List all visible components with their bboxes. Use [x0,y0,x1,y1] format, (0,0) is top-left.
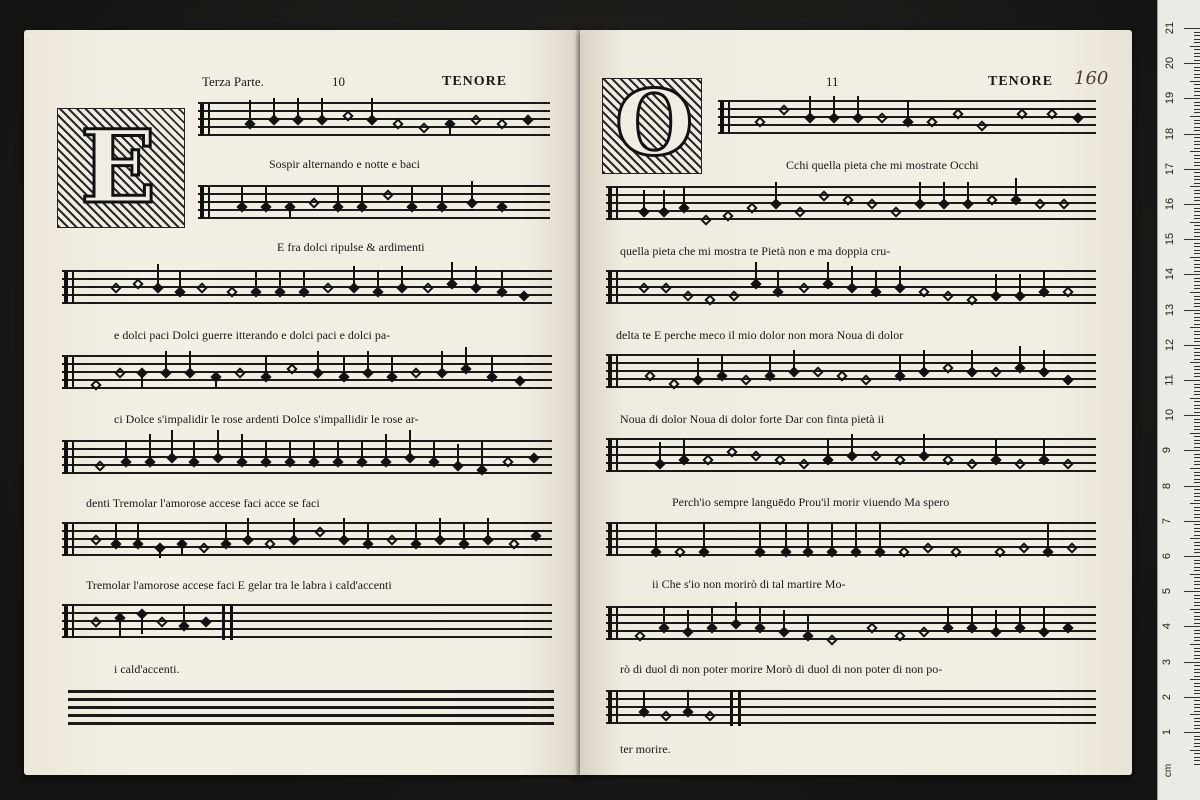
ruler-tick [1194,475,1200,476]
ruler-tick [1190,538,1200,539]
ruler-tick [1184,486,1200,487]
music-staff [606,186,1096,222]
music-staff [606,606,1096,642]
ruler-tick [1184,239,1200,240]
lyric-line: ci Dolce s'impalidir le rose ardenti Dolce s'impallidir le rose ar- [114,412,419,426]
left-page-header [24,74,580,96]
ruler-tick [1190,222,1200,223]
ruler-tick [1194,686,1200,687]
ruler-tick [1194,120,1200,121]
clef-icon [64,357,74,389]
music-staff [198,102,550,138]
ruler-tick [1194,500,1200,501]
ruler-tick [1194,208,1200,209]
ruler-label: 2 [1161,693,1174,700]
ruler-tick [1184,591,1200,592]
ruler-label: 21 [1164,21,1177,35]
music-staff [606,522,1096,558]
ruler-tick [1194,88,1200,89]
ruler-tick [1194,236,1200,237]
ruler-tick [1194,109,1200,110]
ruler-tick [1190,81,1200,82]
music-staff [62,522,552,558]
ruler-tick [1194,60,1200,61]
ruler-tick [1184,134,1200,135]
ruler-tick [1194,419,1200,420]
ruler-tick [1194,514,1200,515]
music-staff [62,440,552,476]
ruler-tick [1194,577,1200,578]
lyric-line: quella pieta che mi mostra te Pietà non e ma doppia cru- [620,244,891,258]
ruler-tick [1184,310,1200,311]
ruler-tick [1194,584,1200,585]
ruler-tick [1194,683,1200,684]
lyric-line: rò di duol di non poter morire Morò di duol di non poter di non po- [620,662,943,676]
measurement-ruler [1157,0,1200,800]
music-staff [62,355,552,391]
ruler-tick [1190,46,1200,47]
ruler-tick [1194,183,1200,184]
music-staff [606,438,1096,474]
ruler-tick [1194,123,1200,124]
ruler-tick [1194,493,1200,494]
ruler-tick [1194,570,1200,571]
ruler-tick [1194,482,1200,483]
ruler-tick [1194,447,1200,448]
ruler-label: 19 [1164,92,1177,105]
ruler-tick [1184,662,1200,663]
ruler-tick [1194,637,1200,638]
ruler-tick [1194,707,1200,708]
ruler-tick [1194,352,1200,353]
ruler-tick [1184,63,1200,64]
ruler-tick [1194,630,1200,631]
ruler-tick [1194,549,1200,550]
ruler-tick [1194,260,1200,261]
ruler-tick [1194,633,1200,634]
ruler-tick [1194,165,1200,166]
ruler-tick [1194,158,1200,159]
music-staff [198,185,550,221]
ruler-tick [1194,172,1200,173]
ruler-tick [1194,95,1200,96]
lyric-line: e dolci paci Dolci guerre itterando e dolci paci e dolci pa- [114,328,391,342]
lyric-line: Cchi quella pieta che mi mostrate Occhi [786,158,979,172]
ruler-tick [1190,468,1200,469]
ruler-tick [1190,574,1200,575]
ruler-label: 11 [1163,374,1176,386]
ruler-tick [1194,278,1200,279]
ruler-tick [1194,197,1200,198]
ruler-tick [1194,718,1200,719]
lyric-line: Tremolar l'amorose accese faci E gelar tra le labra i cald'accenti [86,578,392,592]
ruler-tick [1194,264,1200,265]
ruler-tick [1194,595,1200,596]
ruler-tick [1194,457,1200,458]
decorated-initial [57,108,185,228]
clef-icon [200,104,210,136]
ruler-tick [1194,338,1200,339]
lyric-line: Sospir alternando e notte e baci [269,157,420,171]
ruler-tick [1194,676,1200,677]
ruler-tick [1190,186,1200,187]
ruler-tick [1194,91,1200,92]
ruler-tick [1194,303,1200,304]
ruler-tick [1184,556,1200,557]
ruler-tick [1194,70,1200,71]
ruler-tick [1194,563,1200,564]
ruler-tick [1194,141,1200,142]
ruler-tick [1184,450,1200,451]
ruler-tick [1194,148,1200,149]
ruler-tick [1194,528,1200,529]
ruler-tick [1194,454,1200,455]
ruler-tick [1194,324,1200,325]
clef-icon [200,187,210,219]
ruler-tick [1194,408,1200,409]
initial-letter: E [80,108,157,226]
initial-letter: O [615,70,694,176]
ruler-tick [1184,28,1200,29]
ruler-label: 15 [1164,233,1177,246]
ruler-tick [1190,609,1200,610]
ruler-tick [1194,162,1200,163]
ruler-tick [1194,665,1200,666]
ruler-tick [1184,204,1200,205]
ruler-tick [1194,218,1200,219]
ruler-tick [1194,250,1200,251]
ruler-label: 3 [1161,658,1174,665]
left-page [24,30,580,775]
ruler-tick [1194,728,1200,729]
ruler-tick [1194,56,1200,57]
ruler-tick [1190,398,1200,399]
ruler-tick [1194,32,1200,33]
clef-icon [608,272,618,304]
ruler-tick [1194,725,1200,726]
ruler-tick [1194,225,1200,226]
ruler-tick [1194,711,1200,712]
ruler-tick [1194,320,1200,321]
ruler-tick [1194,246,1200,247]
ruler-tick [1194,690,1200,691]
ruler-label: 7 [1161,517,1174,524]
part-label: Terza Parte. [202,74,264,89]
ruler-tick [1194,306,1200,307]
ruler-tick [1194,760,1200,761]
ruler-tick [1194,299,1200,300]
ruler-tick [1194,200,1200,201]
ruler-tick [1194,405,1200,406]
lyric-line: ter morire. [620,742,671,756]
ruler-tick [1194,648,1200,649]
ruler-tick [1194,401,1200,402]
ruler-tick [1184,626,1200,627]
ruler-tick [1194,479,1200,480]
ruler-tick [1184,521,1200,522]
ruler-tick [1194,232,1200,233]
ruler-tick [1190,362,1200,363]
ruler-tick [1194,721,1200,722]
ruler-tick [1194,746,1200,747]
ruler-tick [1194,739,1200,740]
clef-icon [64,442,74,474]
ruler-tick [1194,426,1200,427]
ruler-tick [1194,693,1200,694]
ruler-tick [1194,394,1200,395]
ruler-tick [1194,144,1200,145]
ruler-tick [1194,137,1200,138]
ruler-tick [1194,535,1200,536]
ruler-tick [1194,243,1200,244]
ruler-tick [1194,53,1200,54]
ruler-tick [1194,288,1200,289]
ruler-tick [1194,560,1200,561]
ruler-tick [1194,616,1200,617]
ruler-tick [1194,271,1200,272]
ruler-tick [1194,391,1200,392]
clef-icon [608,188,618,220]
ruler-tick [1194,542,1200,543]
ruler-tick [1184,98,1200,99]
music-staff [62,604,552,640]
ruler-tick [1194,510,1200,511]
ruler-tick [1194,331,1200,332]
ruler-tick [1194,602,1200,603]
ruler-tick [1194,179,1200,180]
ruler-tick [1194,623,1200,624]
ruler-tick [1194,317,1200,318]
ruler-tick [1194,489,1200,490]
clef-icon [64,272,74,304]
ruler-label: 8 [1161,482,1174,489]
ruler-tick [1190,679,1200,680]
ruler-unit-label: cm [1163,763,1175,778]
ruler-tick [1194,764,1200,765]
ruler-tick [1194,545,1200,546]
ruler-tick [1194,552,1200,553]
ruler-tick [1194,384,1200,385]
ruler-tick [1194,373,1200,374]
music-staff [606,354,1096,390]
clef-icon [608,356,618,388]
ruler-tick [1194,619,1200,620]
ruler-tick [1190,257,1200,258]
clef-icon [608,440,618,472]
lyric-line: Noua di dolor Noua di dolor forte Dar con finta pietà ii [620,412,885,426]
ruler-tick [1190,327,1200,328]
ruler-tick [1194,461,1200,462]
ruler-tick [1184,274,1200,275]
lyric-line: i cald'accenti. [114,662,180,676]
ruler-tick [1194,215,1200,216]
ruler-tick [1190,151,1200,152]
clef-icon [608,608,618,640]
ruler-tick [1194,105,1200,106]
ruler-tick [1194,440,1200,441]
ruler-label: 5 [1161,588,1174,595]
page-number: 11 [826,74,839,89]
ruler-tick [1194,341,1200,342]
ruler-label: 1 [1161,728,1174,736]
ruler-tick [1190,750,1200,751]
ruler-tick [1194,127,1200,128]
ruler-tick [1194,211,1200,212]
ruler-tick [1194,412,1200,413]
ruler-tick [1194,281,1200,282]
lyric-line: denti Tremolar l'amorose accese faci acce se faci [86,496,320,510]
lyric-line: E fra dolci ripulse & ardimenti [277,240,425,254]
ruler-tick [1184,415,1200,416]
ruler-tick [1194,296,1200,297]
ruler-tick [1194,496,1200,497]
ruler-tick [1194,605,1200,606]
ruler-tick [1194,422,1200,423]
empty-staff [68,690,554,726]
ruler-label: 13 [1164,303,1177,316]
ruler-tick [1194,267,1200,268]
ruler-tick [1194,588,1200,589]
handwritten-folio: 160 [1074,68,1109,89]
ruler-tick [1194,229,1200,230]
voice-title: TENORE [988,74,1054,89]
lyric-line: ii Che s'io non morirò di tal martire Mo- [652,577,846,591]
ruler-tick [1194,736,1200,737]
ruler-tick [1194,359,1200,360]
ruler-tick [1194,376,1200,377]
ruler-tick [1194,49,1200,50]
music-staff [606,690,1096,726]
ruler-tick [1194,507,1200,508]
ruler-tick [1194,567,1200,568]
ruler-tick [1194,130,1200,131]
music-staff [718,100,1096,136]
ruler-label: 9 [1161,447,1174,454]
ruler-label: 14 [1164,268,1177,281]
ruler-tick [1194,700,1200,701]
ruler-tick [1194,67,1200,68]
ruler-tick [1184,732,1200,733]
ruler-label: 4 [1161,623,1174,630]
ruler-tick [1194,112,1200,113]
ruler-tick [1194,651,1200,652]
ruler-tick [1184,697,1200,698]
ruler-tick [1194,429,1200,430]
ruler-tick [1194,74,1200,75]
ruler-tick [1194,672,1200,673]
ruler-tick [1194,102,1200,103]
clef-icon [608,692,618,724]
ruler-tick [1194,524,1200,525]
ruler-tick [1194,334,1200,335]
ruler-tick [1184,380,1200,381]
ruler-tick [1194,387,1200,388]
ruler-tick [1194,669,1200,670]
lyric-line: delta te E perche meco il mio dolor non mora Noua di dolor [616,328,904,342]
ruler-label: 17 [1164,162,1177,175]
ruler-tick [1194,704,1200,705]
clef-icon [720,102,730,134]
ruler-tick [1194,655,1200,656]
ruler-tick [1194,598,1200,599]
ruler-tick [1184,169,1200,170]
voice-title: TENORE [442,74,508,89]
ruler-tick [1194,366,1200,367]
ruler-tick [1190,644,1200,645]
right-page [580,30,1132,775]
ruler-tick [1190,433,1200,434]
ruler-tick [1194,77,1200,78]
decorated-initial [602,70,702,176]
ruler-tick [1194,176,1200,177]
ruler-tick [1194,640,1200,641]
music-staff [606,270,1096,306]
clef-icon [64,606,74,638]
ruler-tick [1194,581,1200,582]
ruler-tick [1184,345,1200,346]
ruler-tick [1194,190,1200,191]
ruler-tick [1194,42,1200,43]
ruler-tick [1194,531,1200,532]
ruler-label: 18 [1164,127,1177,140]
ruler-tick [1194,35,1200,36]
ruler-tick [1194,193,1200,194]
ruler-tick [1194,517,1200,518]
music-staff [62,270,552,306]
ruler-label: 20 [1164,57,1177,70]
ruler-tick [1194,155,1200,156]
ruler-tick [1194,369,1200,370]
ruler-tick [1194,472,1200,473]
ruler-tick [1194,313,1200,314]
ruler-tick [1194,757,1200,758]
ruler-tick [1190,292,1200,293]
ruler-tick [1194,39,1200,40]
ruler-tick [1194,443,1200,444]
ruler-label: 10 [1164,409,1177,422]
ruler-tick [1194,285,1200,286]
ruler-label: 12 [1164,338,1177,351]
clef-icon [608,524,618,556]
ruler-tick [1190,714,1200,715]
ruler-tick [1190,503,1200,504]
ruler-tick [1194,348,1200,349]
ruler-tick [1194,355,1200,356]
ruler-tick [1194,658,1200,659]
ruler-tick [1194,253,1200,254]
clef-icon [64,524,74,556]
ruler-tick [1194,436,1200,437]
ruler-tick [1194,753,1200,754]
ruler-tick [1194,743,1200,744]
page-number: 10 [332,74,345,89]
ruler-tick [1190,116,1200,117]
lyric-line: Perch'io sempre languēdo Prou'il morir viuendo Ma spero [672,495,950,509]
ruler-label: 16 [1164,197,1177,211]
ruler-tick [1194,464,1200,465]
ruler-label: 6 [1161,552,1174,560]
ruler-tick [1194,612,1200,613]
ruler-tick [1194,84,1200,85]
